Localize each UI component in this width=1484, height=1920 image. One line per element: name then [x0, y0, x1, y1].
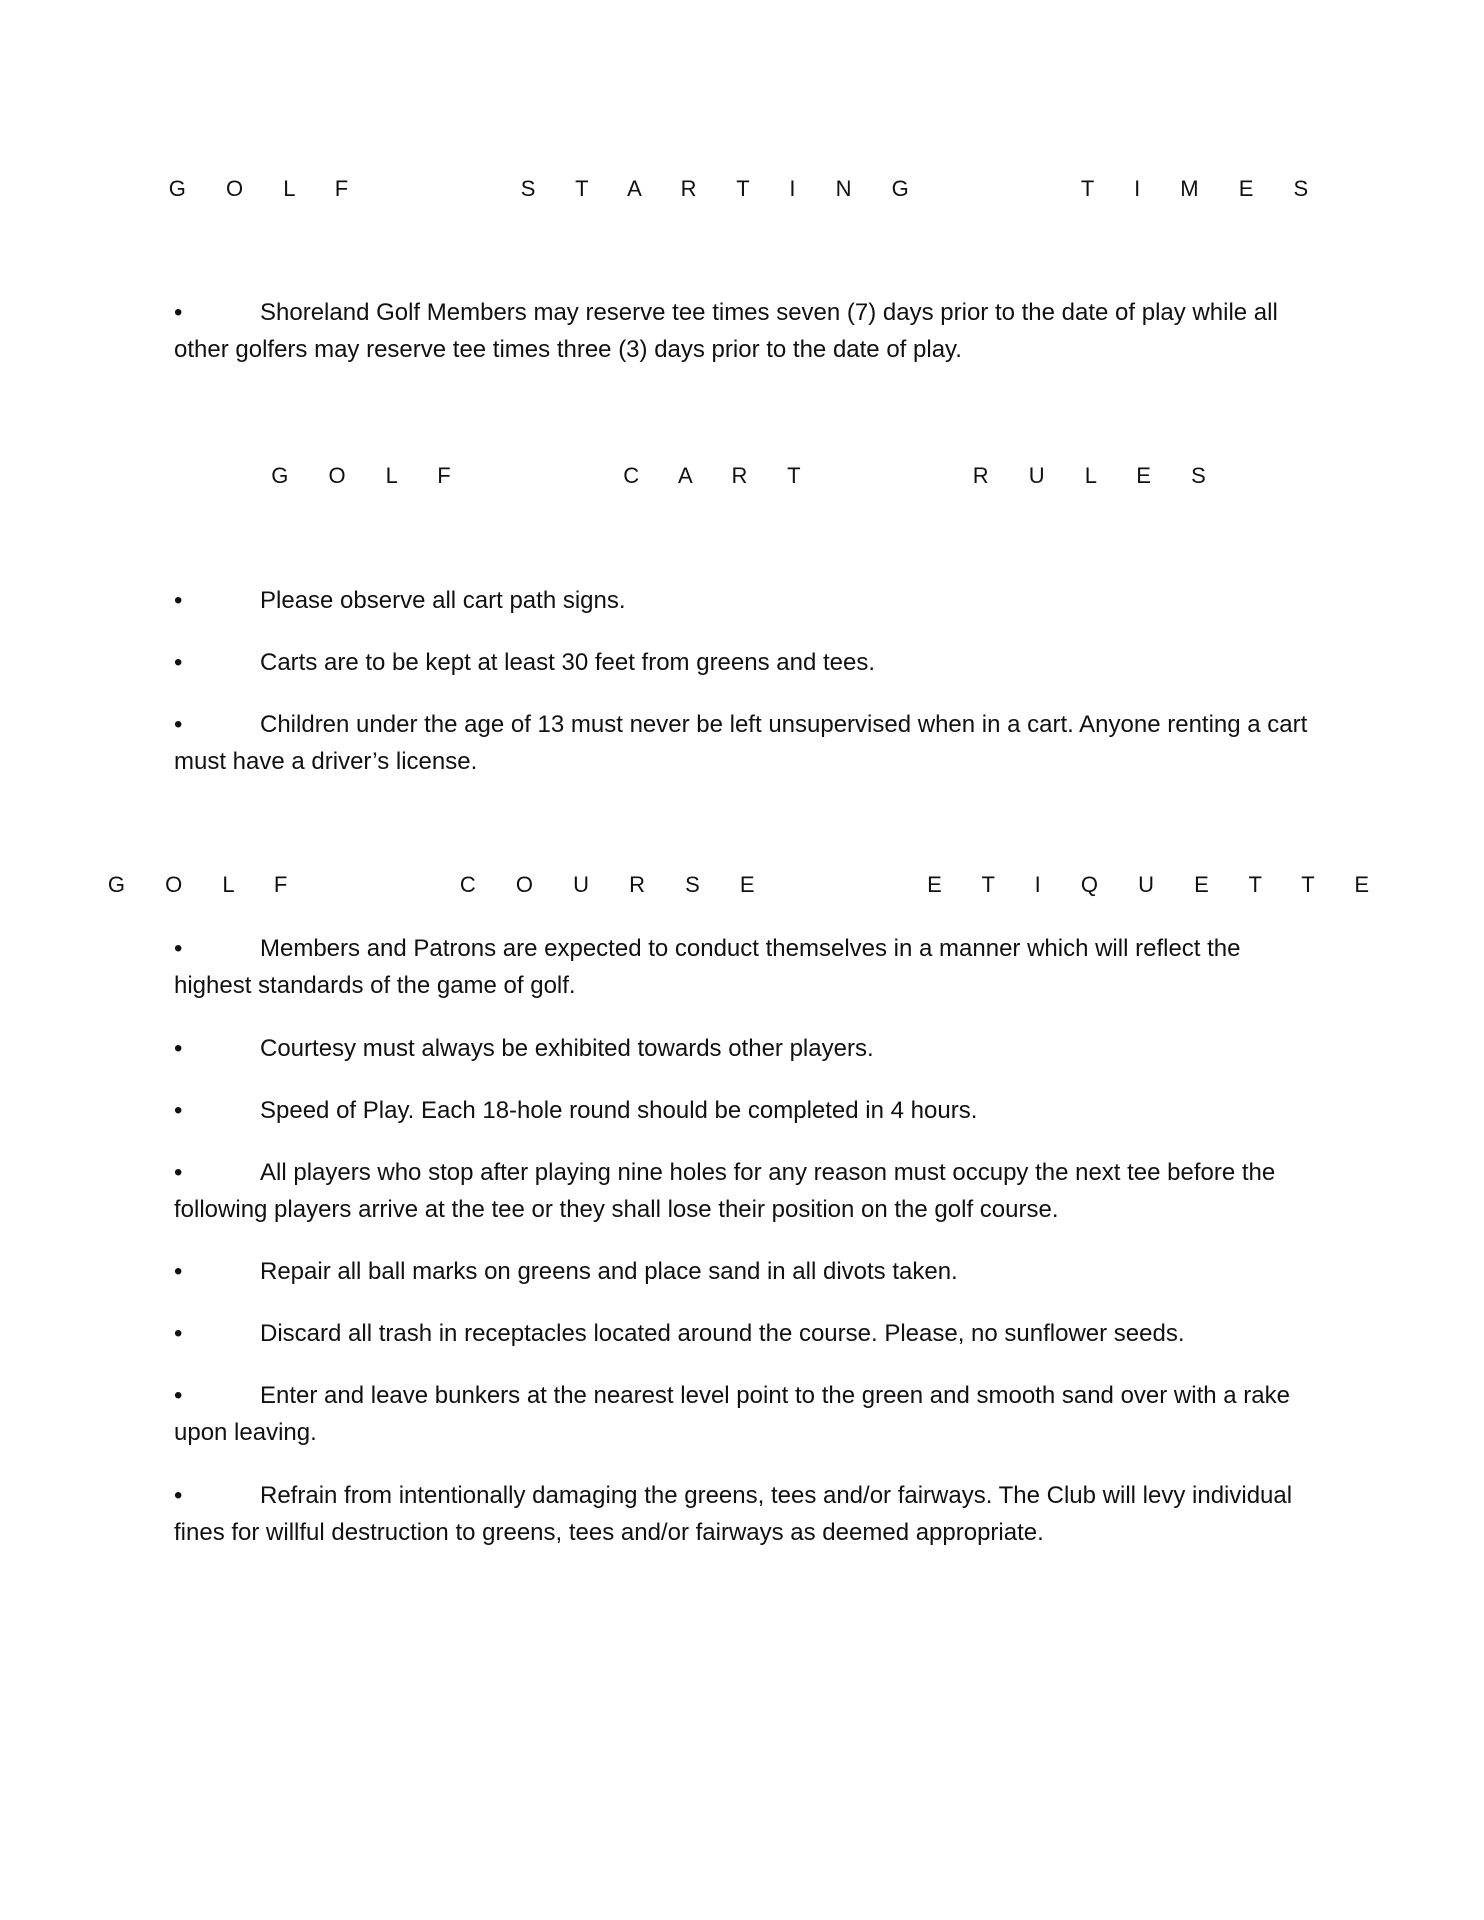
bullet-icon: •	[174, 935, 183, 962]
list-item-text: All players who stop after playing nine holes for any reason must occupy the next tee before the following players arrive at the tee or they shall lose their position on the golf course.	[174, 1159, 1276, 1223]
bullet-icon: •	[174, 1097, 183, 1124]
list-item	[174, 1377, 1314, 1451]
list-item	[174, 930, 1314, 1004]
heading-golf-starting-times: G O L F S T A R T I N G T I M E S	[168, 176, 1316, 201]
bullet-icon: •	[174, 1258, 183, 1285]
list-item-text: Carts are to be kept at least 30 feet from greens and tees.	[260, 649, 876, 676]
list-item	[174, 582, 1314, 619]
list-item-text: Please observe all cart path signs.	[260, 587, 626, 614]
bullet-icon: •	[174, 299, 183, 326]
bullet-icon: •	[174, 1382, 183, 1409]
list-item-text: Shoreland Golf Members may reserve tee times seven (7) days prior to the date of play while all other golfers may reserve tee times three (3) days prior to the date of play.	[174, 299, 1278, 363]
list-item-text: Enter and leave bunkers at the nearest level point to the green and smooth sand over with a rake upon leaving.	[174, 1382, 1290, 1446]
bullet-icon: •	[174, 711, 183, 738]
list-item	[174, 1092, 1314, 1129]
list-item-text: Repair all ball marks on greens and place sand in all divots taken.	[260, 1258, 958, 1285]
bullet-icon: •	[174, 1159, 183, 1186]
list-item	[174, 1030, 1314, 1067]
list-item	[174, 706, 1314, 780]
list-item	[174, 1154, 1314, 1228]
list-item	[174, 294, 1314, 368]
list-item	[174, 1253, 1314, 1290]
list-item-text: Members and Patrons are expected to conduct themselves in a manner which will reflect the highest standards of the game of golf.	[174, 935, 1241, 999]
bullet-icon: •	[174, 1482, 183, 1509]
heading-golf-course-etiquette: G O L F C O U R S E E T I Q U E T T E	[107, 872, 1377, 897]
list-item-text: Courtesy must always be exhibited towards other players.	[260, 1035, 874, 1062]
list-item-text: Refrain from intentionally damaging the greens, tees and/or fairways. The Club will levy individual fines for willful destruction to greens, tees and/or fairways as deemed appropriate.	[174, 1482, 1293, 1546]
bullet-icon: •	[174, 587, 183, 614]
list-item	[174, 644, 1314, 681]
list-item-text: Children under the age of 13 must never be left unsupervised when in a cart. Anyone renting a cart must have a driver’s license.	[174, 711, 1308, 775]
bullet-icon: •	[174, 649, 183, 676]
list-item-text: Discard all trash in receptacles located around the course. Please, no sunflower seeds.	[260, 1320, 1185, 1347]
heading-golf-cart-rules: G O L F C A R T R U L E S	[271, 463, 1213, 488]
bullet-icon: •	[174, 1320, 183, 1347]
list-item	[174, 1477, 1314, 1551]
list-item	[174, 1315, 1314, 1352]
bullet-icon: •	[174, 1035, 183, 1062]
list-item-text: Speed of Play. Each 18-hole round should be completed in 4 hours.	[260, 1097, 978, 1124]
